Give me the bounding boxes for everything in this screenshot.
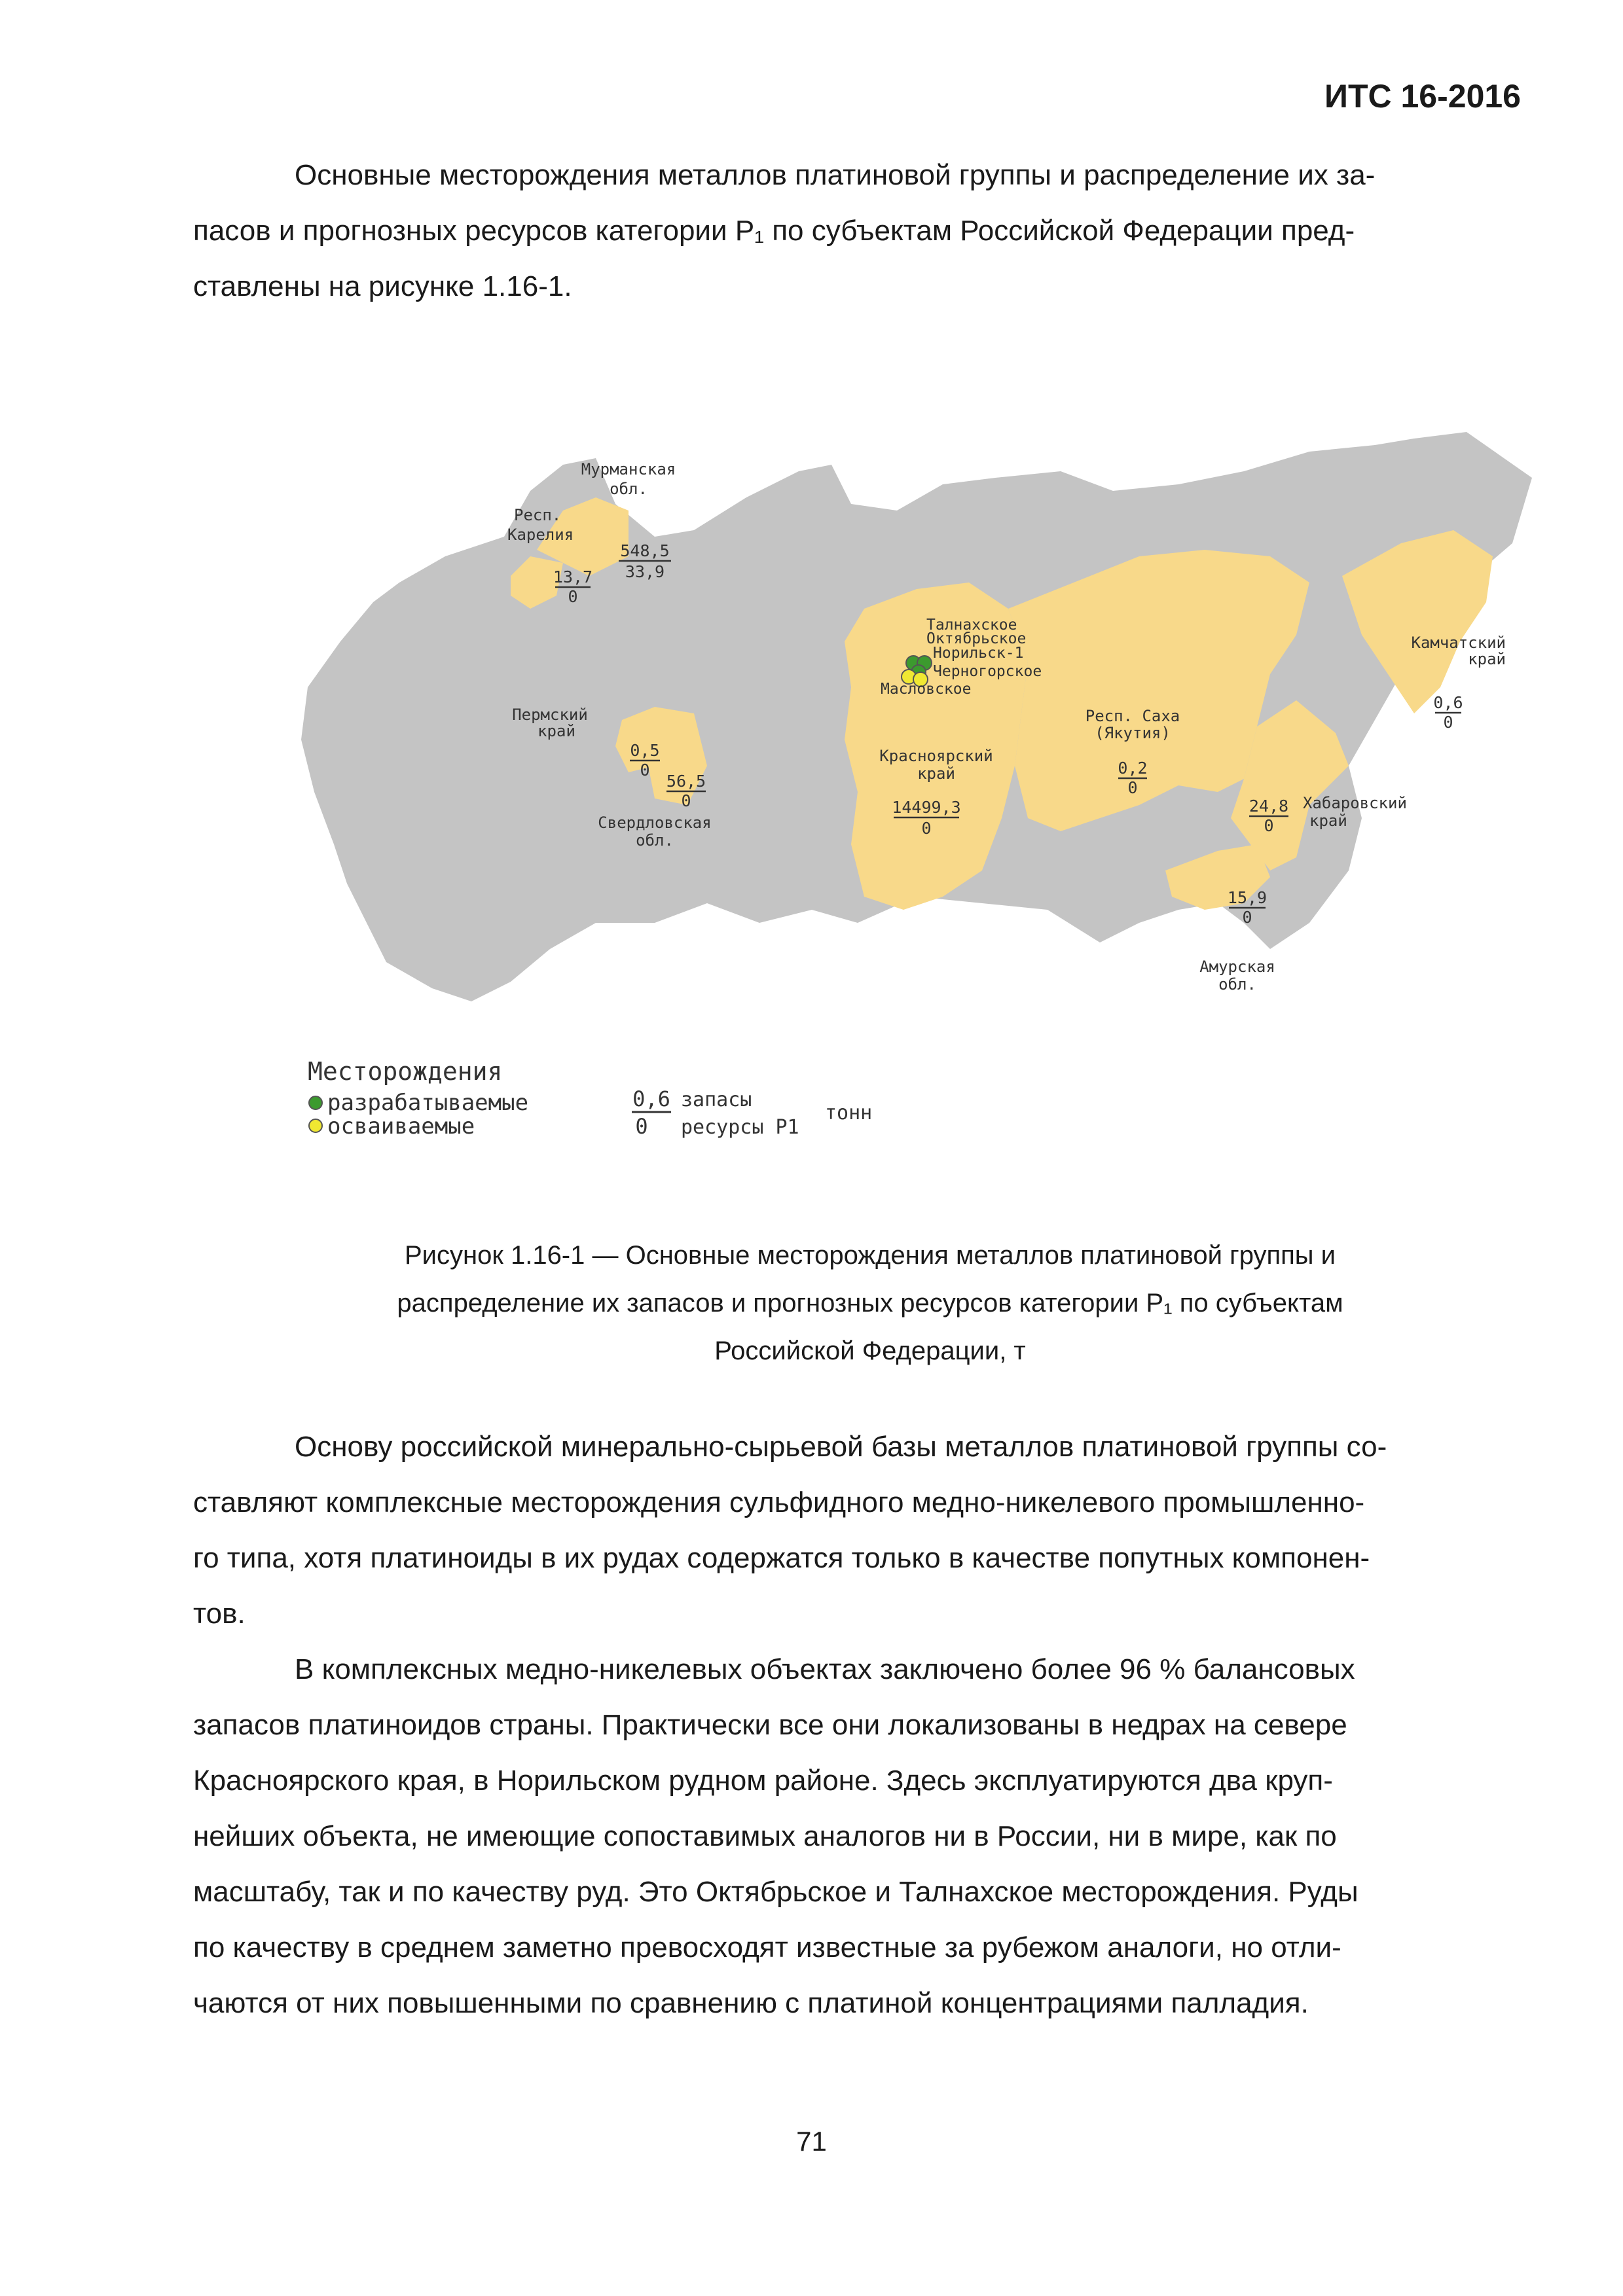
deposit-label: Талнахское xyxy=(926,617,1017,634)
label-karelia-name: Респ. xyxy=(514,506,562,524)
legend-developed-marker xyxy=(309,1096,322,1109)
label-sakha-name: (Якутия) xyxy=(1095,724,1171,742)
body-line: В комплексных медно-никелевых объектах заключено более 96 % балансовых xyxy=(295,1653,1355,1685)
body-line: ставляют комплексные месторождения сульфидного медно-никелевого промышленно- xyxy=(193,1486,1365,1518)
document-code-header: ИТС 16-2016 xyxy=(1324,78,1521,115)
body-line: нейших объекта, не имеющие сопоставимых аналогов ни в России, ни в мире, как по xyxy=(193,1820,1337,1852)
label-perm-name: Пермский xyxy=(512,706,588,724)
murmansk-reserves: 548,5 xyxy=(620,541,670,560)
label-khabarovsk-name: Хабаровский xyxy=(1303,794,1407,812)
legend-reserves-label: запасы xyxy=(681,1088,752,1111)
caption-line: Рисунок 1.16-1 — Основные месторождения металлов платиновой группы и xyxy=(404,1241,1336,1270)
sverdlovsk-resources: 0 xyxy=(681,791,691,810)
khabarovsk-reserves: 24,8 xyxy=(1249,797,1289,816)
perm-reserves: 0,5 xyxy=(630,741,660,760)
body-line: по качеству в среднем заметно превосходят известные за рубежом аналоги, но отли- xyxy=(193,1931,1341,1964)
label-perm-name: край xyxy=(538,722,575,740)
body-line: Основу российской минерально-сырьевой базы металлов платиновой группы со- xyxy=(295,1431,1387,1463)
legend-prospective-label: осваиваемые xyxy=(327,1113,475,1139)
body-paragraph-2 xyxy=(193,1641,1547,2031)
body-line: масштабу, так и по качеству руд. Это Октябрьское и Талнахское месторождения. Руды xyxy=(193,1876,1359,1908)
amur-resources: 0 xyxy=(1242,908,1252,927)
label-murmansk-name: Мурманская xyxy=(581,460,676,478)
page-number: 71 xyxy=(796,2126,827,2157)
body-paragraph-1 xyxy=(193,1419,1547,1641)
label-krasnoyarsk-name: Красноярский xyxy=(879,747,993,765)
body-line: запасов платиноидов страны. Практически все они локализованы в недрах на севере xyxy=(193,1709,1347,1741)
legend-resources-label: ресурсы Р1 xyxy=(681,1116,799,1139)
label-amur-name: обл. xyxy=(1218,975,1256,994)
map-legend xyxy=(308,1057,872,1139)
kamchatka-reserves: 0,6 xyxy=(1433,693,1463,712)
krasnoyarsk-reserves: 14499,3 xyxy=(892,798,961,817)
sakha-resources: 0 xyxy=(1127,778,1138,797)
label-sverdlovsk-name: обл. xyxy=(636,831,674,850)
body-line: чаются от них повышенными по сравнению с платиной концентрациями палладия. xyxy=(193,1987,1309,2019)
intro-line: ставлены на рисунке 1.16-1. xyxy=(193,270,572,302)
legend-prospective-marker xyxy=(309,1119,322,1132)
legend-unit: тонн xyxy=(825,1102,873,1124)
figure-caption xyxy=(193,1232,1547,1375)
label-khabarovsk-name: край xyxy=(1309,812,1347,830)
murmansk-resources: 33,9 xyxy=(625,562,665,581)
perm-resources: 0 xyxy=(640,761,650,780)
legend-title: Месторождения xyxy=(308,1057,503,1086)
label-karelia-name: Карелия xyxy=(507,526,574,544)
label-sverdlovsk-name: Свердловская xyxy=(598,814,712,832)
karelia-resources: 0 xyxy=(568,587,578,606)
body-line: Красноярского края, в Норильском рудном районе. Здесь эксплуатируются два круп- xyxy=(193,1765,1333,1797)
amur-reserves: 15,9 xyxy=(1227,888,1267,907)
sverdlovsk-reserves: 56,5 xyxy=(666,772,706,791)
label-amur-name: Амурская xyxy=(1199,958,1275,976)
krasnoyarsk-resources: 0 xyxy=(921,819,932,838)
label-murmansk-name: обл. xyxy=(610,480,647,498)
deposit-label: Октябрьское xyxy=(926,630,1027,647)
deposit-label: Черногорское xyxy=(933,663,1042,680)
label-kamchatka-name: край xyxy=(1468,650,1506,668)
deposit-label: Норильск-1 xyxy=(933,645,1024,662)
intro-line: пасов и прогнозных ресурсов категории Р₁ по субъектам Российской Федерации пред- xyxy=(193,215,1355,247)
deposit-label: Масловское xyxy=(881,681,972,698)
legend-sample-reserves: 0,6 xyxy=(632,1086,670,1111)
body-text xyxy=(193,1419,1547,2031)
label-kamchatka-name: Камчатский xyxy=(1411,634,1506,652)
kamchatka-resources: 0 xyxy=(1443,713,1453,732)
sakha-reserves: 0,2 xyxy=(1118,759,1148,778)
label-krasnoyarsk-name: край xyxy=(917,764,955,783)
body-line: тов. xyxy=(193,1598,246,1630)
intro-line: Основные месторождения металлов платиновой группы и распределение их за- xyxy=(295,159,1376,191)
label-sakha-name: Респ. Саха xyxy=(1085,707,1180,725)
legend-developed-label: разрабатываемые xyxy=(327,1090,529,1116)
body-line: го типа, хотя платиноиды в их рудах содержатся только в качестве попутных компонен- xyxy=(193,1542,1370,1574)
khabarovsk-resources: 0 xyxy=(1264,816,1274,835)
legend-sample-resources: 0 xyxy=(635,1114,648,1139)
russia-pgm-map xyxy=(288,425,1545,1185)
caption-line: Российской Федерации, т xyxy=(714,1336,1026,1365)
caption-line: распределение их запасов и прогнозных ресурсов категории Р₁ по субъектам xyxy=(397,1289,1343,1318)
intro-paragraph xyxy=(193,147,1547,314)
karelia-reserves: 13,7 xyxy=(553,567,593,586)
